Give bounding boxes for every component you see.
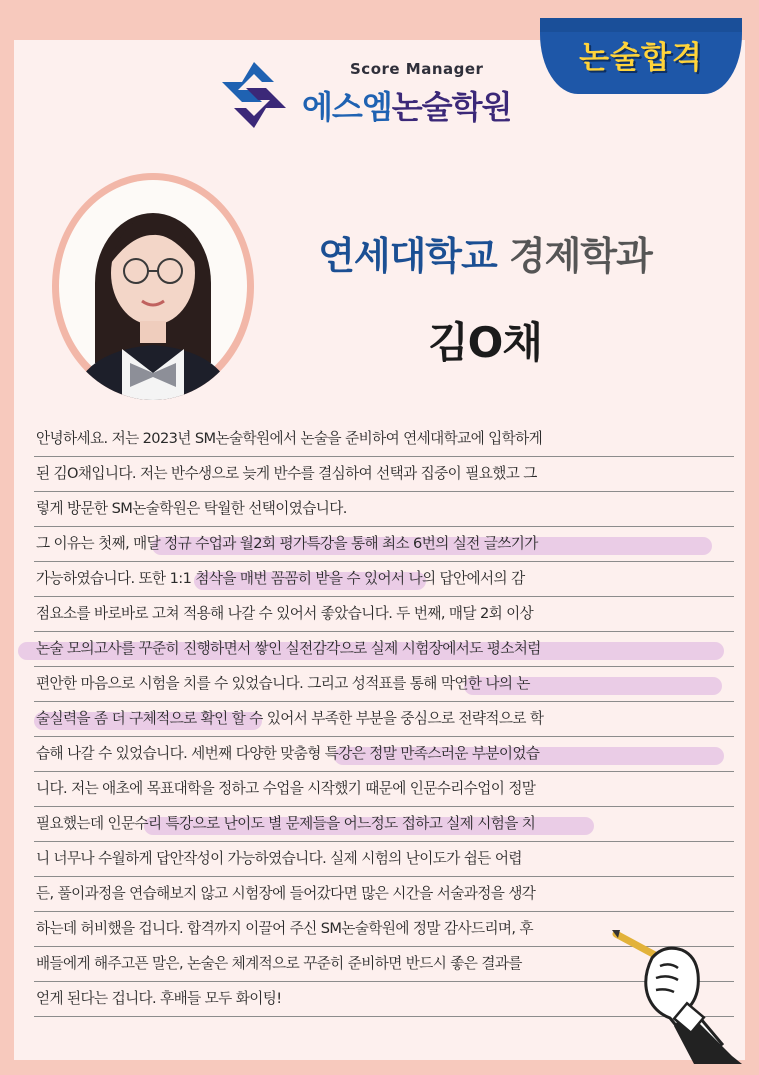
- hand-with-pen-icon: [612, 914, 742, 1064]
- university-major: [270, 225, 700, 280]
- essay-line: 든, 풀이과정을 연습해보지 않고 시험장에 들어갔다면 많은 시간을 서술과정을 생각: [34, 877, 734, 912]
- essay-line: 배들에게 해주고픈 말은, 논술은 체계적으로 꾸준히 준비하면 반드시 좋은 결과를: [34, 947, 734, 982]
- logo-title-part-b: 논술학원: [391, 88, 512, 126]
- essay-line: 얻게 된다는 겁니다. 후배들 모두 화이팅!: [34, 982, 734, 1017]
- pass-badge: [540, 18, 742, 94]
- badge-label: 논술합격: [579, 40, 703, 76]
- essay-line: 니다. 저는 애초에 목표대학을 정하고 수업을 시작했기 때문에 인문수리수업이 정말: [34, 772, 734, 807]
- logo-title-part-a: 에스엠: [302, 88, 392, 126]
- university-name: 연세대학교: [318, 234, 497, 278]
- student-name: 김O채: [428, 318, 542, 367]
- academy-logo: [216, 52, 536, 130]
- essay-line: 렇게 방문한 SM논술학원은 탁월한 선택이였습니다.: [34, 492, 734, 527]
- essay-line: 그 이유는 첫째, 매달 정규 수업과 월2회 평가특강을 통해 최소 6번의 실전 글쓰기가: [34, 527, 734, 562]
- essay-line: 편안한 마음으로 시험을 치를 수 있었습니다. 그리고 성적표를 통해 막연한 나의 논: [34, 667, 734, 702]
- essay-line: 니 너무나 수월하게 답안작성이 가능하였습니다. 실제 시험의 난이도가 쉽든 어렵: [34, 842, 734, 877]
- student-photo: [52, 173, 254, 400]
- essay-line: 가능하였습니다. 또한 1:1 첨삭을 매번 꼼꼼히 받을 수 있어서 나의 답안에서의 감: [34, 562, 734, 597]
- logo-mark-icon: [216, 60, 292, 130]
- essay-line: 필요했는데 인문수리 특강으로 난이도 별 문제들을 어느정도 접하고 실제 시험을 치: [34, 807, 734, 842]
- essay-line: 안녕하세요. 저는 2023년 SM논술학원에서 논술을 준비하여 연세대학교에 입학하게: [34, 422, 734, 457]
- logo-title: [302, 82, 511, 128]
- essay-line: 술실력을 좀 더 구체적으로 확인 할 수 있어서 부족한 부분을 중심으로 전략적으로 학: [34, 702, 734, 737]
- essay-line: 하는데 허비했을 겁니다. 합격까지 이끌어 주신 SM논술학원에 정말 감사드리며, 후: [34, 912, 734, 947]
- essay-line: 논술 모의고사를 꾸준히 진행하면서 쌓인 실전감각으로 실제 시험장에서도 평소처럼: [34, 632, 734, 667]
- essay-line: 습해 나갈 수 있었습니다. 세번째 다양한 맞춤형 특강은 정말 만족스러운 부분이었습: [34, 737, 734, 772]
- badge-top-strip: [540, 18, 742, 32]
- essay-line: 된 김O채입니다. 저는 반수생으로 늦게 반수를 결심하여 선택과 집중이 필요했고 그: [34, 457, 734, 492]
- essay-line: 점요소를 바로바로 고쳐 적용해 나갈 수 있어서 좋았습니다. 두 번째, 매달 2회 이상: [34, 597, 734, 632]
- major-name: 경제학과: [508, 234, 652, 278]
- logo-subtitle: Score Manager: [350, 60, 484, 78]
